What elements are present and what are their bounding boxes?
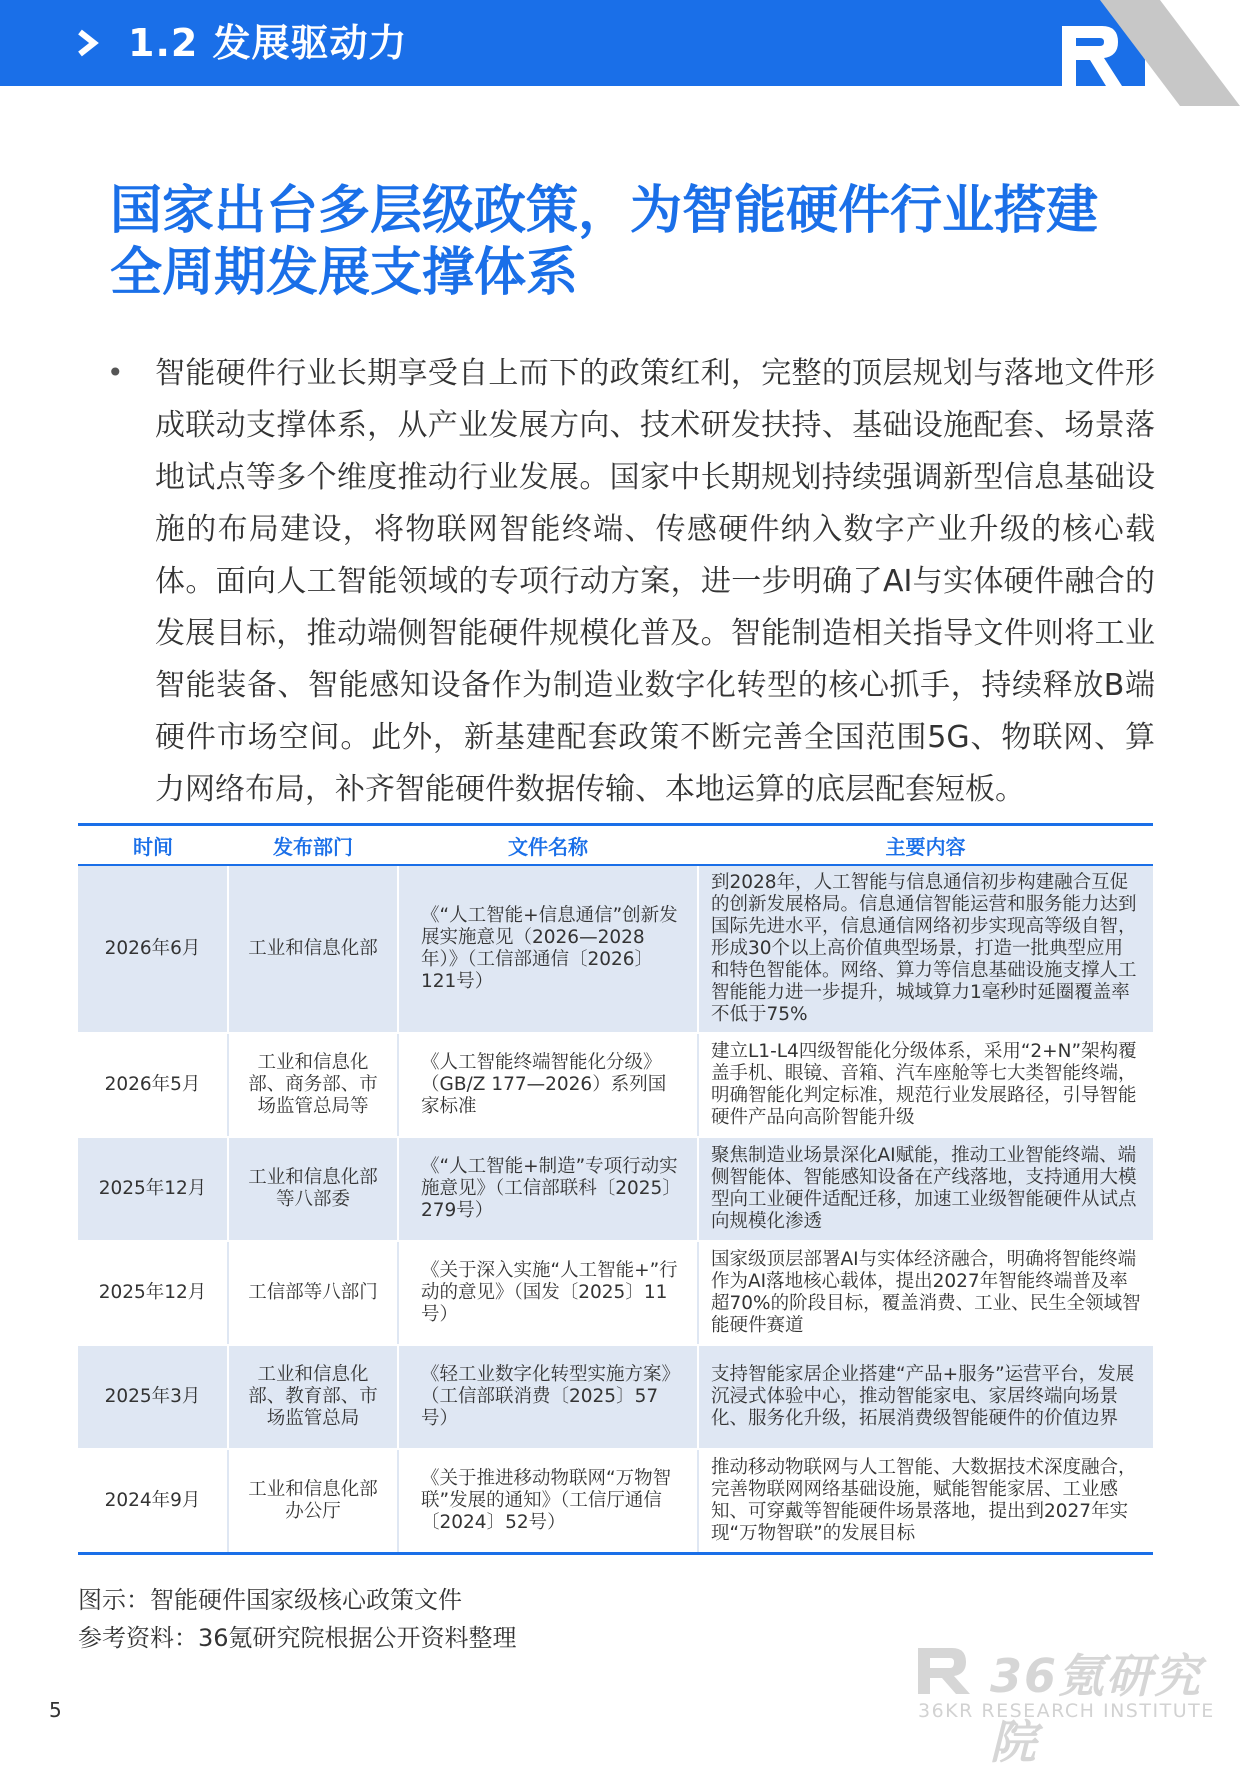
cell-file: 《“人工智能+制造”专项行动实施意见》（工信部联科〔2025〕279号） [398, 1137, 698, 1241]
cell-content: 支持智能家居企业搭建“产品+服务”运营平台，发展沉浸式体验中心，推动智能家电、家居终端向场景化、服务化升级，拓展消费级智能硬件的价值边界 [698, 1345, 1153, 1449]
table-header-row [78, 825, 1153, 866]
36kr-logo-icon [1062, 0, 1240, 106]
header-file: 文件名称 [398, 825, 698, 866]
cell-content: 推动移动物联网与人工智能、大数据技术深度融合，完善物联网网络基础设施，赋能智能家居、工业感知、可穿戴等智能硬件场景落地，提出到2027年实现“万物智联”的发展目标 [698, 1449, 1153, 1553]
body-paragraph: 智能硬件行业长期享受自上而下的政策红利，完整的顶层规划与落地文件形成联动支撑体系，从产业发展方向、技术研发扶持、基础设施配套、场景落地试点等多个维度推动行业发展。国家中长期规划持续强调新型信息基础设施的布局建设，将物联网智能终端、传感硬件纳入数字产业升级的核心载体。面向人工智能领域的专项行动方案，进一步明确了AI与实体硬件融合的发展目标，推动端侧智能硬件规模化普及。智能制造相关指导文件则将工业智能装备、智能感知设备作为制造业数字化转型的核心抓手，持续释放B端硬件市场空间。此外，新基建配套政策不断完善全国范围5G、物联网、算力网络布局，补齐智能硬件数据传输、本地运算的底层配套短板。 [155, 356, 1155, 807]
cell-dept: 工业和信息化部 [228, 865, 398, 1033]
table-row [78, 1241, 1153, 1345]
cell-file: 《轻工业数字化转型实施方案》（工信部联消费〔2025〕57号） [398, 1345, 698, 1449]
cell-file: 《关于深入实施“人工智能+”行动的意见》（国发〔2025〕11号） [398, 1241, 698, 1345]
cell-time: 2025年12月 [78, 1137, 228, 1241]
cell-content: 聚焦制造业场景深化AI赋能，推动工业智能终端、端侧智能体、智能感知设备在产线落地，支持通用大模型向工业硬件适配迁移，加速工业级智能硬件从试点向规模化渗透 [698, 1137, 1153, 1241]
table-row [78, 1033, 1153, 1137]
cell-dept: 工业和信息化部等八部委 [228, 1137, 398, 1241]
section-title: 1.2 发展驱动力 [128, 21, 408, 65]
footer-brand-cn: 36氪研究院 [990, 1649, 1203, 1769]
table-row [78, 1345, 1153, 1449]
header-content: 主要内容 [698, 825, 1153, 866]
cell-content: 建立L1-L4四级智能化分级体系，采用“2+N”架构覆盖手机、眼镜、音箱、汽车座舱等七大类智能终端，明确智能化判定标准，规范行业发展路径，引导智能硬件产品向高阶智能升级 [698, 1033, 1153, 1137]
chevron-right-icon [74, 28, 104, 58]
source-caption: 参考资料：36氪研究院根据公开资料整理 [78, 1624, 517, 1652]
header-time: 时间 [78, 825, 228, 866]
cell-file: 《“人工智能+信息通信”创新发展实施意见（2026—2028年）》（工信部通信〔2026〕121号） [398, 865, 698, 1033]
cell-time: 2026年6月 [78, 865, 228, 1033]
cell-time: 2024年9月 [78, 1449, 228, 1553]
cell-dept: 工业和信息化部、教育部、市场监管总局 [228, 1345, 398, 1449]
cell-content: 到2028年，人工智能与信息通信初步构建融合互促的创新发展格局。信息通信智能运营和服务能力达到国际先进水平，信息通信网络初步实现高等级自智，形成30个以上高价值典型场景，打造一批典型应用和特色智能体。网络、算力等信息基础设施支撑人工智能能力进一步提升，城域算力1毫秒时延圈覆盖率不低于75% [698, 865, 1153, 1033]
cell-file: 《关于推进移动物联网“万物智联”发展的通知》（工信厅通信〔2024〕52号） [398, 1449, 698, 1553]
table-row [78, 1137, 1153, 1241]
cell-content: 国家级顶层部署AI与实体经济融合，明确将智能终端作为AI落地核心载体，提出2027年智能终端普及率超70%的阶段目标，覆盖消费、工业、民生全领域智能硬件赛道 [698, 1241, 1153, 1345]
header-dept: 发布部门 [228, 825, 398, 866]
bullet-marker: • [107, 356, 124, 389]
table-row [78, 1449, 1153, 1553]
cell-file: 《人工智能终端智能化分级》（GB/Z 177—2026）系列国家标准 [398, 1033, 698, 1137]
table-row [78, 865, 1153, 1033]
footer-brand-en: 36KR RESEARCH INSTITUTE [918, 1700, 1215, 1722]
cell-dept: 工业和信息化部、商务部、市场监管总局等 [228, 1033, 398, 1137]
page-number: 5 [49, 1698, 62, 1722]
cell-dept: 工业和信息化部办公厅 [228, 1449, 398, 1553]
policy-table [78, 823, 1153, 1555]
cell-time: 2026年5月 [78, 1033, 228, 1137]
figure-caption: 图示：智能硬件国家级核心政策文件 [78, 1586, 462, 1614]
page-headline: 国家出台多层级政策，为智能硬件行业搭建全周期发展支撑体系 [110, 181, 1099, 303]
cell-time: 2025年3月 [78, 1345, 228, 1449]
cell-dept: 工信部等八部门 [228, 1241, 398, 1345]
cell-time: 2025年12月 [78, 1241, 228, 1345]
